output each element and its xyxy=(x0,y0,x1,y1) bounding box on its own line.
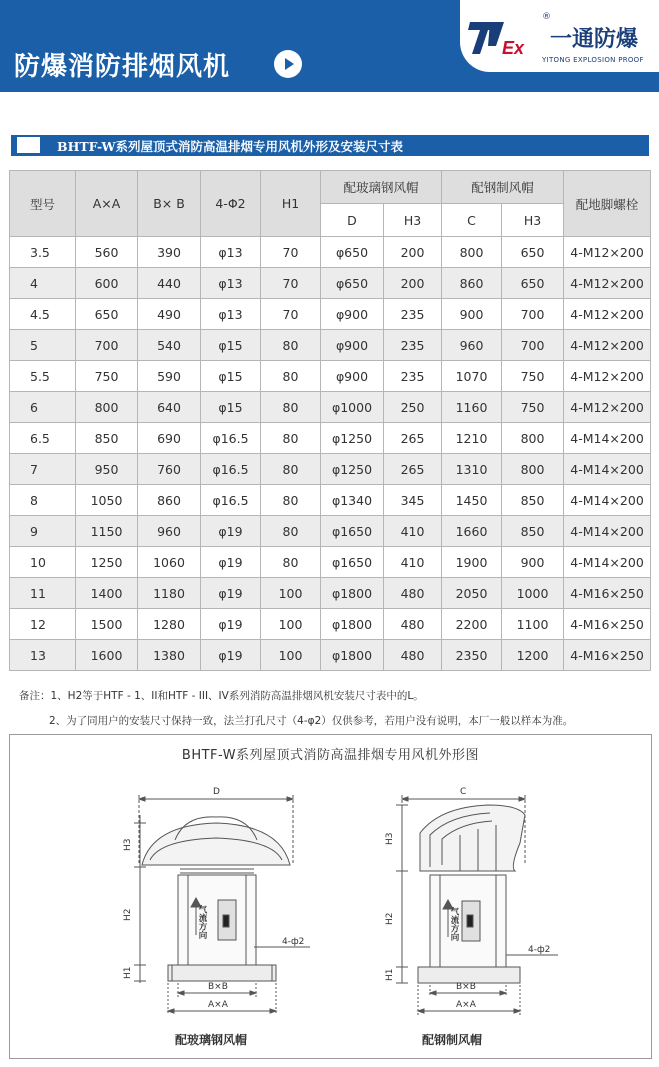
cell-holes: φ16.5 xyxy=(201,423,261,454)
cell-bxb: 760 xyxy=(138,454,201,485)
header-d: D xyxy=(321,204,384,237)
table-row xyxy=(10,268,651,299)
cell-bxb: 860 xyxy=(138,485,201,516)
cell-bxb: 1280 xyxy=(138,609,201,640)
table-row xyxy=(10,547,651,578)
cell-bolt: 4-M14×200 xyxy=(564,454,651,485)
cell-bxb: 390 xyxy=(138,237,201,268)
cell-model: 11 xyxy=(10,578,76,609)
cell-bxb: 1380 xyxy=(138,640,201,671)
cell-axa: 1250 xyxy=(76,547,138,578)
caption-glass-cap: 配玻璃钢风帽 xyxy=(175,1033,248,1047)
cell-bxb: 590 xyxy=(138,361,201,392)
cell-h1: 100 xyxy=(261,609,321,640)
cell-h3-glass: 480 xyxy=(384,609,442,640)
cell-h3-steel: 700 xyxy=(502,299,564,330)
cell-holes: φ15 xyxy=(201,392,261,423)
label-h2-left: H2 xyxy=(123,908,133,921)
table-row xyxy=(10,361,651,392)
cell-h3-steel: 800 xyxy=(502,454,564,485)
cell-d: φ900 xyxy=(321,330,384,361)
cell-holes: φ16.5 xyxy=(201,454,261,485)
cell-holes: φ19 xyxy=(201,547,261,578)
cell-holes: φ19 xyxy=(201,516,261,547)
svg-text:Ex: Ex xyxy=(502,38,525,58)
cell-d: φ1800 xyxy=(321,640,384,671)
cell-bolt: 4-M12×200 xyxy=(564,268,651,299)
table-row xyxy=(10,640,651,671)
cell-h3-glass: 200 xyxy=(384,237,442,268)
cell-c: 1660 xyxy=(442,516,502,547)
table-row xyxy=(10,299,651,330)
cell-h3-glass: 480 xyxy=(384,578,442,609)
cell-model: 10 xyxy=(10,547,76,578)
cell-d: φ1650 xyxy=(321,547,384,578)
play-icon[interactable] xyxy=(274,50,302,78)
cell-c: 1310 xyxy=(442,454,502,485)
header-h3-steel: H3 xyxy=(502,204,564,237)
table-row xyxy=(10,423,651,454)
cell-h3-steel: 800 xyxy=(502,423,564,454)
cell-h3-glass: 410 xyxy=(384,547,442,578)
cell-model: 13 xyxy=(10,640,76,671)
cell-d: φ650 xyxy=(321,237,384,268)
label-holes-left: 4-ф2 xyxy=(282,937,305,947)
cell-axa: 1400 xyxy=(76,578,138,609)
header-model: 型号 xyxy=(10,171,76,237)
header-axa: A×A xyxy=(76,171,138,237)
cell-d: φ1000 xyxy=(321,392,384,423)
table-row xyxy=(10,237,651,268)
cell-bolt: 4-M12×200 xyxy=(564,392,651,423)
cell-axa: 1150 xyxy=(76,516,138,547)
page-title: 防爆消防排烟风机 xyxy=(14,52,231,82)
label-axa-right: A×A xyxy=(456,1000,476,1010)
cell-h3-glass: 235 xyxy=(384,299,442,330)
cell-h1: 80 xyxy=(261,547,321,578)
cell-holes: φ19 xyxy=(201,640,261,671)
cell-h3-steel: 650 xyxy=(502,268,564,299)
cell-h3-glass: 250 xyxy=(384,392,442,423)
caption-steel-cap: 配钢制风帽 xyxy=(422,1033,483,1047)
cell-h1: 70 xyxy=(261,299,321,330)
table-row xyxy=(10,454,651,485)
cell-c: 900 xyxy=(442,299,502,330)
cell-holes: φ15 xyxy=(201,361,261,392)
header-glass-cap: 配玻璃钢风帽 xyxy=(321,171,442,204)
header-h3-glass: H3 xyxy=(384,204,442,237)
cell-h3-glass: 410 xyxy=(384,516,442,547)
cell-axa: 1600 xyxy=(76,640,138,671)
cell-c: 1900 xyxy=(442,547,502,578)
cell-h3-steel: 850 xyxy=(502,516,564,547)
cell-d: φ1800 xyxy=(321,578,384,609)
fan-drawings xyxy=(10,735,651,1058)
cell-h3-steel: 850 xyxy=(502,485,564,516)
cell-h1: 80 xyxy=(261,361,321,392)
cell-model: 12 xyxy=(10,609,76,640)
cell-axa: 950 xyxy=(76,454,138,485)
cell-h1: 100 xyxy=(261,640,321,671)
logo-mark-icon xyxy=(468,18,538,62)
cell-d: φ900 xyxy=(321,361,384,392)
label-d: D xyxy=(213,787,220,797)
cell-c: 960 xyxy=(442,330,502,361)
cell-h3-steel: 650 xyxy=(502,237,564,268)
cell-bolt: 4-M16×250 xyxy=(564,640,651,671)
cell-bolt: 4-M12×200 xyxy=(564,361,651,392)
cell-c: 1070 xyxy=(442,361,502,392)
cell-bxb: 960 xyxy=(138,516,201,547)
cell-bxb: 440 xyxy=(138,268,201,299)
steel-cap-fan-drawing xyxy=(396,795,558,1015)
cell-model: 7 xyxy=(10,454,76,485)
cell-h1: 80 xyxy=(261,485,321,516)
label-h2-right: H2 xyxy=(385,912,395,925)
logo-name: 一通防爆 xyxy=(550,27,639,52)
cell-h1: 70 xyxy=(261,268,321,299)
cell-bolt: 4-M14×200 xyxy=(564,485,651,516)
cell-d: φ900 xyxy=(321,299,384,330)
cell-d: φ1250 xyxy=(321,454,384,485)
cell-holes: φ13 xyxy=(201,299,261,330)
cell-axa: 560 xyxy=(76,237,138,268)
cell-h1: 70 xyxy=(261,237,321,268)
label-c: C xyxy=(460,787,467,797)
cell-model: 6 xyxy=(10,392,76,423)
cell-bolt: 4-M12×200 xyxy=(564,237,651,268)
cell-model: 5 xyxy=(10,330,76,361)
cell-bolt: 4-M14×200 xyxy=(564,547,651,578)
table-row xyxy=(10,392,651,423)
cell-holes: φ16.5 xyxy=(201,485,261,516)
cell-bxb: 540 xyxy=(138,330,201,361)
cell-axa: 700 xyxy=(76,330,138,361)
cell-bolt: 4-M14×200 xyxy=(564,423,651,454)
cell-h3-glass: 200 xyxy=(384,268,442,299)
airflow-label-right: 气流方向 xyxy=(449,907,459,941)
cell-model: 4.5 xyxy=(10,299,76,330)
cell-h1: 80 xyxy=(261,423,321,454)
header-bolt: 配地脚螺栓 xyxy=(564,171,651,237)
cell-h3-glass: 235 xyxy=(384,361,442,392)
cell-axa: 1050 xyxy=(76,485,138,516)
cell-model: 5.5 xyxy=(10,361,76,392)
cell-model: 4 xyxy=(10,268,76,299)
cell-d: φ1250 xyxy=(321,423,384,454)
cell-axa: 800 xyxy=(76,392,138,423)
cell-h3-glass: 480 xyxy=(384,640,442,671)
cell-axa: 1500 xyxy=(76,609,138,640)
table-row xyxy=(10,578,651,609)
label-h3-left: H3 xyxy=(123,838,133,851)
note-2: 2、为了同用户的安装尺寸保持一致，法兰打孔尺寸（4-φ2）仅供参考，若用户没有说明，本厂一般以样本为准。 xyxy=(49,715,574,727)
cell-h3-steel: 1200 xyxy=(502,640,564,671)
cell-bolt: 4-M12×200 xyxy=(564,330,651,361)
label-holes-right: 4-ф2 xyxy=(528,945,551,955)
cell-model: 6.5 xyxy=(10,423,76,454)
cell-c: 1160 xyxy=(442,392,502,423)
header-steel-cap: 配钢制风帽 xyxy=(442,171,564,204)
cell-c: 2050 xyxy=(442,578,502,609)
label-axa-left: A×A xyxy=(208,1000,228,1010)
cell-h1: 80 xyxy=(261,392,321,423)
cell-d: φ1340 xyxy=(321,485,384,516)
note-1: 备注：1、H2等于HTF - 1、II和HTF - III、IV系列消防高温排烟风机安装尺寸表中的L。 xyxy=(19,690,424,702)
cell-holes: φ15 xyxy=(201,330,261,361)
cell-h1: 80 xyxy=(261,454,321,485)
table-row xyxy=(10,609,651,640)
section-bar xyxy=(11,135,649,156)
cell-bxb: 1180 xyxy=(138,578,201,609)
section-title: BHTF-W系列屋顶式消防高温排烟专用风机外形及安装尺寸表 xyxy=(57,139,404,154)
cell-bolt: 4-M12×200 xyxy=(564,299,651,330)
cell-model: 9 xyxy=(10,516,76,547)
cell-c: 860 xyxy=(442,268,502,299)
cell-bolt: 4-M16×250 xyxy=(564,609,651,640)
cell-h1: 80 xyxy=(261,516,321,547)
cell-bxb: 640 xyxy=(138,392,201,423)
cell-h3-steel: 750 xyxy=(502,361,564,392)
logo-registered: ® xyxy=(542,12,551,22)
dimension-table xyxy=(9,170,651,671)
cell-bxb: 690 xyxy=(138,423,201,454)
cell-c: 2200 xyxy=(442,609,502,640)
cell-c: 1450 xyxy=(442,485,502,516)
cell-axa: 850 xyxy=(76,423,138,454)
table-row xyxy=(10,516,651,547)
label-h1-left: H1 xyxy=(123,966,133,979)
cell-h3-glass: 345 xyxy=(384,485,442,516)
cell-model: 3.5 xyxy=(10,237,76,268)
cell-h3-steel: 700 xyxy=(502,330,564,361)
cell-c: 2350 xyxy=(442,640,502,671)
cell-h1: 80 xyxy=(261,330,321,361)
label-h3-right: H3 xyxy=(385,832,395,845)
cell-d: φ650 xyxy=(321,268,384,299)
cell-bxb: 490 xyxy=(138,299,201,330)
label-bxb-right: B×B xyxy=(456,982,476,992)
cell-h3-glass: 265 xyxy=(384,454,442,485)
diagram-title: BHTF-W系列屋顶式消防高温排烟专用风机外形图 xyxy=(181,748,480,763)
cell-h3-steel: 1100 xyxy=(502,609,564,640)
label-h1-right: H1 xyxy=(385,968,395,981)
cell-d: φ1650 xyxy=(321,516,384,547)
cell-axa: 750 xyxy=(76,361,138,392)
outline-diagram xyxy=(9,734,652,1059)
cell-holes: φ13 xyxy=(201,237,261,268)
section-marker xyxy=(17,137,40,153)
table-row xyxy=(10,485,651,516)
brand-logo xyxy=(460,0,659,72)
cell-h3-glass: 235 xyxy=(384,330,442,361)
cell-c: 1210 xyxy=(442,423,502,454)
header-bxb: B× B xyxy=(138,171,201,237)
label-bxb-left: B×B xyxy=(208,982,228,992)
header-h1: H1 xyxy=(261,171,321,237)
cell-holes: φ13 xyxy=(201,268,261,299)
cell-holes: φ19 xyxy=(201,609,261,640)
cell-h3-glass: 265 xyxy=(384,423,442,454)
logo-subtitle: YITONG EXPLOSION PROOF xyxy=(542,56,644,64)
cell-h3-steel: 1000 xyxy=(502,578,564,609)
cell-axa: 650 xyxy=(76,299,138,330)
cell-bolt: 4-M16×250 xyxy=(564,578,651,609)
notes xyxy=(19,684,573,734)
cell-model: 8 xyxy=(10,485,76,516)
page-header xyxy=(0,0,659,92)
header-holes: 4-Φ2 xyxy=(201,171,261,237)
cell-h1: 100 xyxy=(261,578,321,609)
table-row xyxy=(10,330,651,361)
cell-c: 800 xyxy=(442,237,502,268)
cell-h3-steel: 750 xyxy=(502,392,564,423)
cell-axa: 600 xyxy=(76,268,138,299)
cell-d: φ1800 xyxy=(321,609,384,640)
airflow-label-left: 气流方向 xyxy=(197,905,207,939)
cell-bolt: 4-M14×200 xyxy=(564,516,651,547)
cell-holes: φ19 xyxy=(201,578,261,609)
cell-h3-steel: 900 xyxy=(502,547,564,578)
header-c: C xyxy=(442,204,502,237)
cell-bxb: 1060 xyxy=(138,547,201,578)
